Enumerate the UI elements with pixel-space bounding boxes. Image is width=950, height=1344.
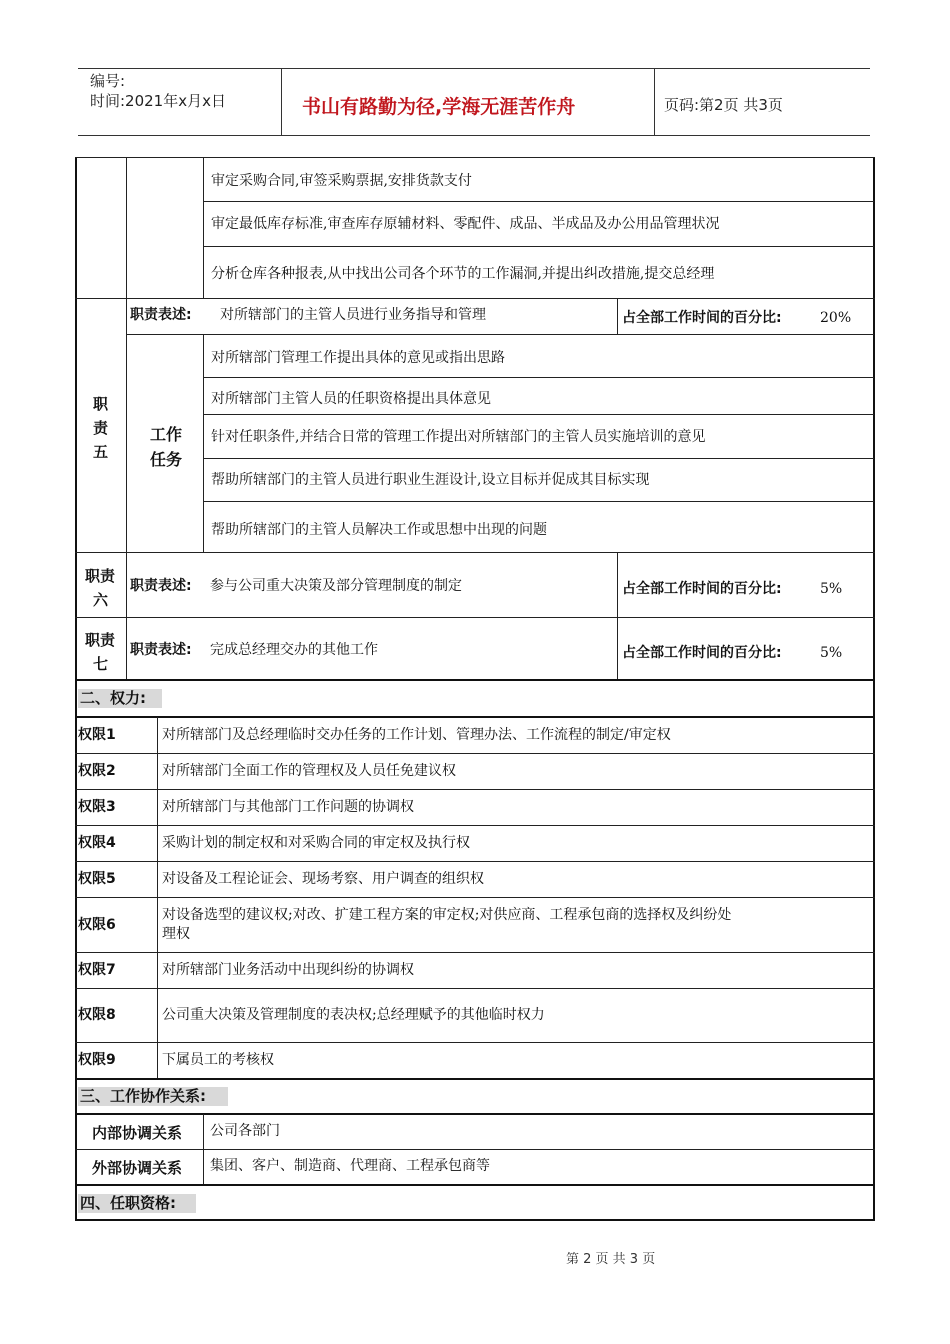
- duty7-label-2: 七: [93, 655, 109, 673]
- duty5-task-1: 对所辖部门管理工作提出具体的意见或指出思路: [211, 350, 505, 366]
- duty6-label-2: 六: [93, 591, 109, 609]
- external-relation-value: 集团、客户、制造商、代理商、工程承包商等: [210, 1158, 490, 1174]
- internal-relation-label: 内部协调关系: [92, 1124, 183, 1142]
- authority-1-label: 权限1: [78, 727, 116, 743]
- doc-number-label: 编号:: [90, 72, 126, 90]
- authority-8-text: 公司重大决策及管理制度的表决权;总经理赋予的其他临时权力: [162, 1007, 545, 1023]
- authority-4-label: 权限4: [78, 835, 116, 851]
- authority-2-text: 对所辖部门全面工作的管理权及人员任免建议权: [162, 763, 456, 779]
- duty6-pct-label: 占全部工作时间的百分比:: [622, 581, 782, 597]
- header-top-line: [78, 68, 870, 69]
- table-right-border: [873, 157, 875, 1221]
- duty7-label-1: 职责: [85, 631, 116, 649]
- duty5-label-2: 责: [93, 419, 109, 437]
- authority-3-text: 对所辖部门与其他部门工作问题的协调权: [162, 799, 414, 815]
- page-footer: 第 2 页 共 3 页: [566, 1252, 656, 1267]
- table-top-border: [75, 157, 875, 158]
- duty5-label-1: 职: [93, 395, 109, 413]
- duty7-statement: 完成总经理交办的其他工作: [210, 642, 378, 658]
- header-bottom-line: [78, 135, 870, 136]
- duty6-pct: 5%: [820, 581, 843, 597]
- duty6-statement-label: 职责表述:: [130, 578, 192, 594]
- duty6-label-1: 职责: [85, 567, 116, 585]
- header-divider-right: [654, 68, 655, 136]
- authority-9-text: 下属员工的考核权: [162, 1052, 274, 1068]
- section2-title: 二、权力:: [80, 689, 146, 707]
- external-relation-label: 外部协调关系: [92, 1159, 183, 1177]
- authority-5-label: 权限5: [78, 871, 116, 887]
- authority-7-text: 对所辖部门业务活动中出现纠纷的协调权: [162, 962, 414, 978]
- authority-6-text-cont: 理权: [162, 926, 190, 942]
- authority-4-text: 采购计划的制定权和对采购合同的审定权及执行权: [162, 835, 470, 851]
- duty7-pct-label: 占全部工作时间的百分比:: [622, 645, 782, 661]
- authority-3-label: 权限3: [78, 799, 116, 815]
- authority-6-label: 权限6: [78, 917, 116, 933]
- duty5-pct: 20%: [820, 310, 852, 326]
- page-info: 页码:第2页 共3页: [664, 96, 783, 114]
- authority-2-label: 权限2: [78, 763, 116, 779]
- duty5-task-label-1: 工作: [150, 425, 183, 444]
- duty5-task-5: 帮助所辖部门的主管人员解决工作或思想中出现的问题: [211, 522, 547, 538]
- duty4-task-2: 审定最低库存标准,审查库存原辅材料、零配件、成品、半成品及办公用品管理状况: [211, 216, 720, 232]
- table-left-border: [75, 157, 77, 1221]
- authority-9-label: 权限9: [78, 1052, 116, 1068]
- doc-date: 时间:2021年x月x日: [90, 92, 226, 110]
- duty7-pct: 5%: [820, 645, 843, 661]
- duty6-statement: 参与公司重大决策及部分管理制度的制定: [210, 578, 462, 594]
- section4-title: 四、任职资格:: [80, 1194, 176, 1212]
- duty5-statement-label: 职责表述:: [130, 307, 192, 323]
- duty4-task-3: 分析仓库各种报表,从中找出公司各个环节的工作漏洞,并提出纠改措施,提交总经理: [211, 266, 715, 282]
- header-motto: 书山有路勤为径,学海无涯苦作舟: [302, 96, 576, 118]
- authority-7-label: 权限7: [78, 962, 116, 978]
- authority-8-label: 权限8: [78, 1007, 116, 1023]
- authority-5-text: 对设备及工程论证会、现场考察、用户调查的组织权: [162, 871, 484, 887]
- duty5-task-3: 针对任职条件,并结合日常的管理工作提出对所辖部门的主管人员实施培训的意见: [211, 429, 706, 445]
- duty5-statement: 对所辖部门的主管人员进行业务指导和管理: [220, 307, 486, 323]
- authority-6-text: 对设备选型的建议权;对改、扩建工程方案的审定权;对供应商、工程承包商的选择权及纠纷处: [162, 907, 732, 923]
- header-divider-left: [281, 68, 282, 136]
- duty5-label-3: 五: [93, 443, 109, 461]
- duty5-pct-label: 占全部工作时间的百分比:: [622, 310, 782, 326]
- duty7-statement-label: 职责表述:: [130, 642, 192, 658]
- duty5-task-4: 帮助所辖部门的主管人员进行职业生涯设计,设立目标并促成其目标实现: [211, 472, 650, 488]
- internal-relation-value: 公司各部门: [210, 1123, 280, 1139]
- duty4-task-1: 审定采购合同,审签采购票据,安排货款支付: [211, 173, 472, 189]
- section3-title: 三、工作协作关系:: [80, 1087, 206, 1105]
- duty5-task-label-2: 任务: [150, 450, 183, 469]
- table-bottom-border: [75, 1219, 875, 1221]
- duty5-task-2: 对所辖部门主管人员的任职资格提出具体意见: [211, 391, 491, 407]
- authority-1-text: 对所辖部门及总经理临时交办任务的工作计划、管理办法、工作流程的制定/审定权: [162, 727, 671, 743]
